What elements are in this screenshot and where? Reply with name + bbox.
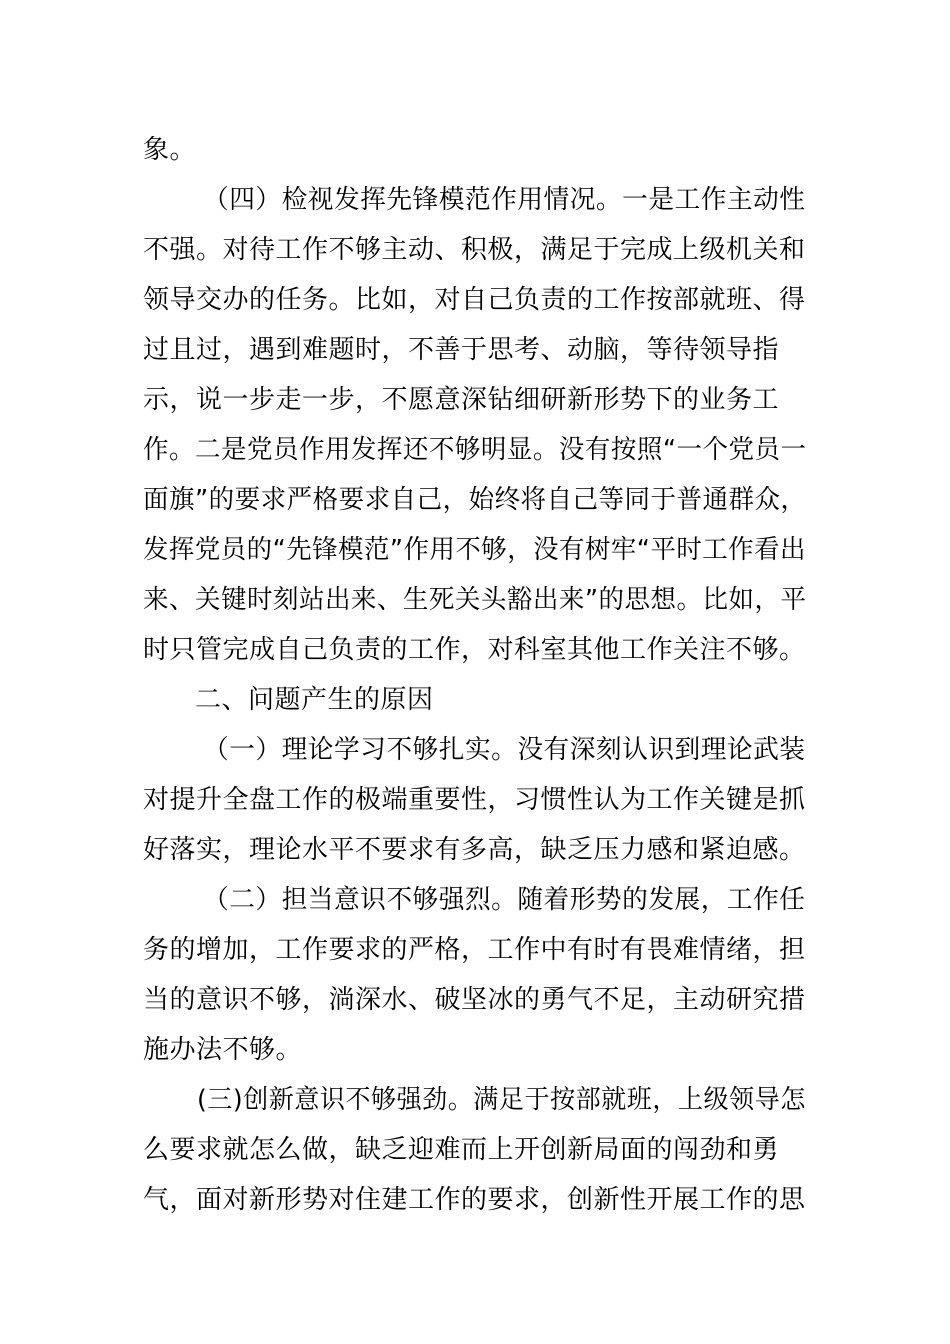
text-line: 发挥党员的“先锋模范”作用不够，没有树牢“平时工作看出 [143, 535, 806, 565]
text-line: 当的意识不够，淌深水、破坚冰的勇气不足，主动研究措 [143, 985, 806, 1015]
text-line: 象。 [143, 135, 197, 165]
text-line: 过且过，遇到难题时，不善于思考、动脑，等待领导指 [143, 335, 780, 365]
text-line: 施办法不够。 [143, 1035, 303, 1065]
section-heading: 二、问题产生的原因 [195, 685, 434, 715]
text-line: 好落实，理论水平不要求有多高，缺乏压力感和紧迫感。 [143, 835, 806, 865]
text-line: 务的增加，工作要求的严格，工作中有时有畏难情绪，担 [143, 935, 806, 965]
text-line: 示，说一步走一步，不愿意深钻细研新形势下的业务工 [143, 385, 780, 415]
text-line: 么要求就怎么做，缺乏迎难而上开创新局面的闯劲和勇 [143, 1135, 780, 1165]
text-line: 作。二是党员作用发挥还不够明显。没有按照“一个党员一 [143, 435, 807, 465]
text-line: （二）担当意识不够强烈。随着形势的发展，工作任 [203, 885, 806, 915]
text-line: 气，面对新形势对住建工作的要求，创新性开展工作的思 [143, 1185, 806, 1215]
text-line: （一）理论学习不够扎实。没有深刻认识到理论武装 [203, 735, 806, 765]
text-line: 对提升全盘工作的极端重要性，习惯性认为工作关键是抓 [143, 785, 806, 815]
text-line: 时只管完成自己负责的工作，对科室其他工作关注不够。 [143, 635, 806, 665]
text-line: 不强。对待工作不够主动、积极，满足于完成上级机关和 [143, 235, 806, 265]
text-line: 面旗”的要求严格要求自己，始终将自己等同于普通群众， [143, 485, 807, 515]
text-line: 领导交办的任务。比如，对自己负责的工作按部就班、得 [143, 285, 806, 315]
text-line: （四）检视发挥先锋模范作用情况。一是工作主动性 [203, 185, 806, 215]
text-line: 来、关键时刻站出来、生死关头豁出来”的思想。比如，平 [143, 585, 807, 615]
text-line: (三)创新意识不够强劲。满足于按部就班，上级领导怎 [197, 1085, 806, 1115]
